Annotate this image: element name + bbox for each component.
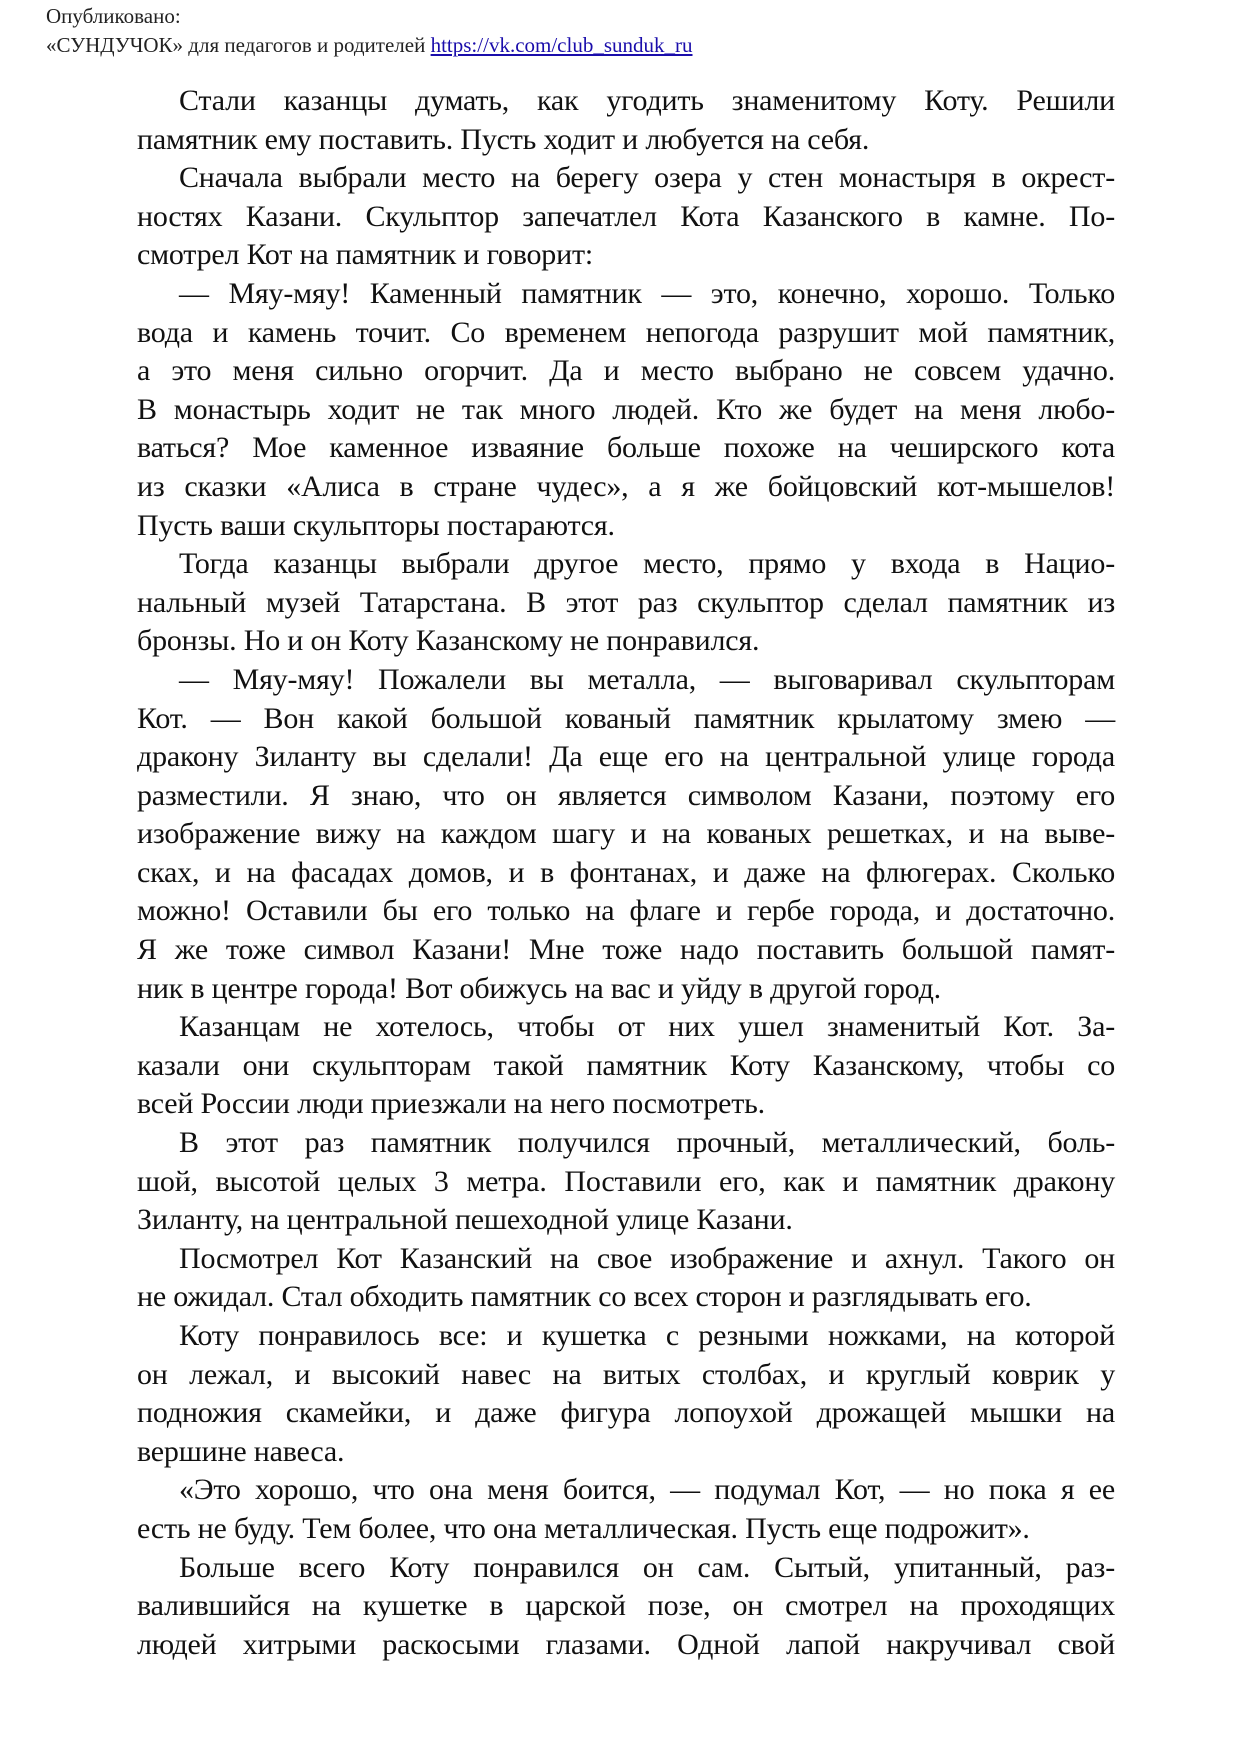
publisher-line xyxy=(46,31,693,60)
text-line: ник в центре города! Вот обижусь на вас и уйду в другой город. xyxy=(137,971,941,1005)
text-line: — Мяу-мяу! Каменный памятник — это, конечно, хорошо. Только xyxy=(179,276,1115,310)
text-line: из сказки «Алиса в стране чудес», а я же бойцовский кот-мышелов! xyxy=(137,469,1115,503)
text-line: подножия скамейки, и даже фигура лопоухой дрожащей мышки на xyxy=(137,1396,1115,1430)
text-line: Сначала выбрали место на берегу озера у стен монастыря в окрест- xyxy=(179,161,1115,195)
text-line: а это меня сильно огорчит. Да и место выбрано не совсем удачно. xyxy=(137,354,1115,388)
text-line: Тогда казанцы выбрали другое место, прямо у входа в Нацио- xyxy=(179,547,1115,581)
text-line: Коту понравилось все: и кушетка с резными ножками, на которой xyxy=(179,1319,1115,1352)
text-line: всей России люди приезжали на него посмотреть. xyxy=(137,1087,765,1121)
text-line: нальный музей Татарстана. В этот раз скульптор сделал памятник из xyxy=(137,585,1115,619)
text-line: В этот раз памятник получился прочный, металлический, боль- xyxy=(179,1126,1115,1160)
text-line: ностях Казани. Скульптор запечатлел Кота Казанского в камне. По- xyxy=(137,199,1115,233)
text-line: «Это хорошо, что она меня боится, — подумал Кот, — но пока я ее xyxy=(179,1473,1115,1507)
text-line: разместили. Я знаю, что он является символом Казани, поэтому его xyxy=(137,778,1115,812)
text-line: Больше всего Коту понравился он сам. Сытый, упитанный, раз- xyxy=(179,1550,1115,1584)
text-line: вершине навеса. xyxy=(137,1434,345,1468)
story-text xyxy=(137,82,1115,1664)
text-line: людей хитрыми раскосыми глазами. Одной лапой накручивал свой xyxy=(137,1627,1115,1661)
text-line: смотрел Кот на памятник и говорит: xyxy=(137,238,593,272)
text-line: Посмотрел Кот Казанский на свое изображение и ахнул. Такого он xyxy=(179,1241,1115,1275)
publisher-link[interactable]: https://vk.com/club_sunduk_ru xyxy=(430,33,693,57)
text-line: Казанцам не хотелось, чтобы от них ушел знаменитый Кот. За- xyxy=(179,1010,1115,1044)
published-label: Опубликовано: xyxy=(46,4,181,28)
text-line: изображение вижу на каждом шагу и на кованых решетках, и на выве- xyxy=(137,817,1115,851)
text-line: валившийся на кушетке в царской позе, он смотрел на проходящих xyxy=(137,1589,1115,1623)
text-line: бронзы. Но и он Коту Казанскому не понравился. xyxy=(137,624,760,658)
text-line: — Мяу-мяу! Пожалели вы металла, — выговаривал скульпторам xyxy=(179,662,1115,696)
text-line: можно! Оставили бы его только на флаге и гербе города, и достаточно. xyxy=(137,894,1115,928)
text-line: Я же тоже символ Казани! Мне тоже надо поставить большой памят- xyxy=(137,933,1115,967)
publisher-name: «СУНДУЧОК» для педагогов и родителей xyxy=(46,33,431,57)
text-line: Зиланту, на центральной пешеходной улице Казани. xyxy=(137,1203,793,1237)
publication-header xyxy=(46,2,693,60)
text-line: Пусть ваши скульпторы постараются. xyxy=(137,508,615,542)
text-line: ваться? Мое каменное изваяние больше похоже на чеширского кота xyxy=(137,431,1115,465)
text-line: вода и камень точит. Со временем непогода разрушит мой памятник, xyxy=(137,315,1115,349)
text-line: памятник ему поставить. Пусть ходит и любуется на себя. xyxy=(137,122,870,156)
text-line: дракону Зиланту вы сделали! Да еще его на центральной улице города xyxy=(137,740,1115,774)
text-line: казали они скульпторам такой памятник Коту Казанскому, чтобы со xyxy=(137,1048,1115,1082)
text-line: В монастырь ходит не так много людей. Кто же будет на меня любо- xyxy=(137,392,1115,426)
text-line: Кот. — Вон какой большой кованый памятник крылатому змею — xyxy=(137,701,1115,735)
text-line: он лежал, и высокий навес на витых столбах, и круглый коврик у xyxy=(137,1357,1115,1391)
text-line: Стали казанцы думать, как угодить знаменитому Коту. Решили xyxy=(179,84,1115,117)
text-line: сках, и на фасадах домов, и в фонтанах, и даже на флюгерах. Сколько xyxy=(137,855,1115,889)
text-line: шой, высотой целых 3 метра. Поставили его, как и памятник дракону xyxy=(137,1164,1115,1198)
text-line: не ожидал. Стал обходить памятник со всех сторон и разглядывать его. xyxy=(137,1280,1032,1314)
text-line: есть не буду. Тем более, что она металлическая. Пусть еще подрожит». xyxy=(137,1511,1030,1545)
